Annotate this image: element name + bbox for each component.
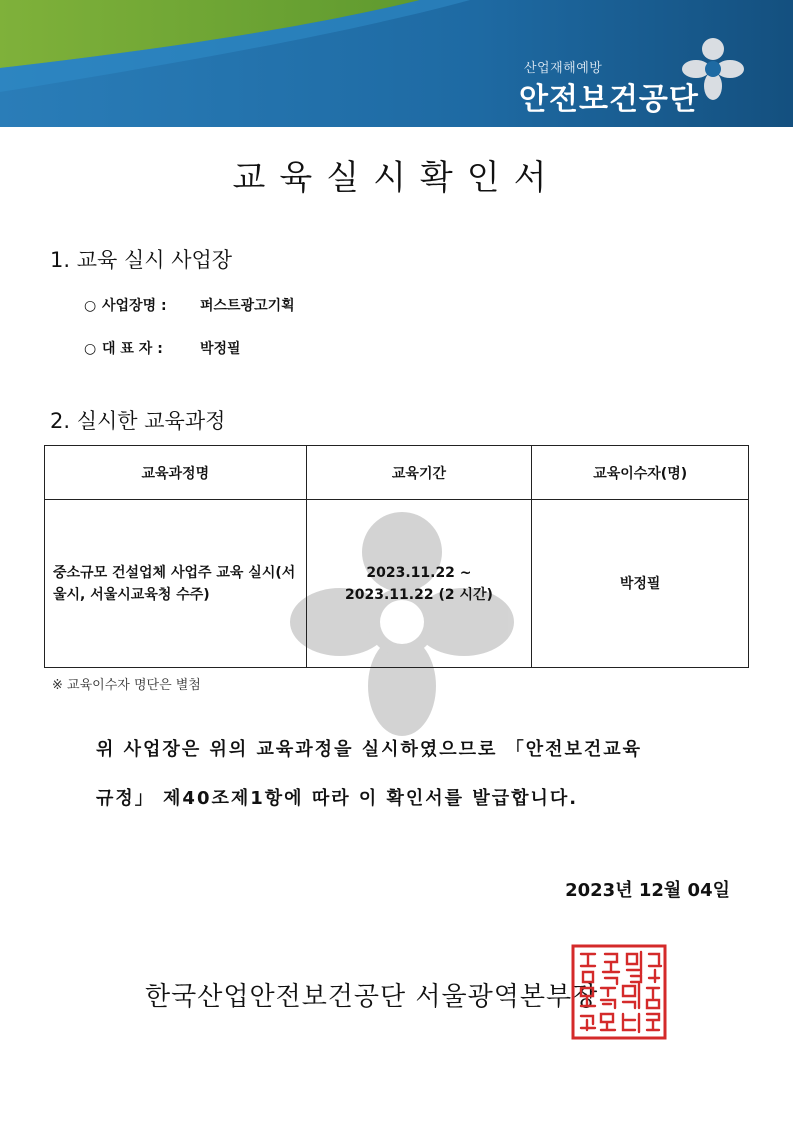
cell-period	[306, 500, 532, 668]
info-label: 대 표 자 :	[102, 341, 163, 357]
column-header-attendees: 교육이수자(명)	[532, 446, 749, 500]
issuer-name: 한국산업안전보건공단 서울광역본부장	[145, 982, 599, 1012]
bullet-circle: ○	[84, 341, 97, 357]
info-value: 퍼스트광고기획	[200, 298, 295, 314]
cell-course-name: 중소규모 건설업체 사업주 교육 실시(서울시, 서울시교육청 수주)	[45, 500, 307, 668]
table-header-row	[45, 446, 749, 500]
section2-heading: 2. 실시한 교육과정	[50, 409, 226, 433]
period-end: 2023.11.22 (2 시간)	[345, 586, 493, 603]
confirmation-text-line2: 규정」 제40조제1항에 따라 이 확인서를 발급합니다.	[96, 788, 579, 809]
issue-date: 2023년 12월 04일	[565, 880, 730, 901]
column-header-period: 교육기간	[306, 446, 532, 500]
period-start: 2023.11.22 ~	[366, 564, 472, 581]
section1-heading: 1. 교육 실시 사업장	[50, 248, 233, 272]
course-table	[44, 445, 749, 668]
column-header-course: 교육과정명	[45, 446, 307, 500]
org-subtitle: 산업재해예방	[524, 61, 603, 76]
org-name: 안전보건공단	[519, 82, 699, 117]
info-label: 사업장명 :	[102, 298, 167, 314]
info-value: 박정필	[200, 341, 241, 357]
official-seal-stamp	[571, 944, 667, 1040]
info-row-business-name	[84, 295, 295, 315]
document-title: 교육실시확인서	[232, 158, 561, 198]
kosha-logo-icon	[680, 36, 746, 102]
confirmation-text-line1: 위 사업장은 위의 교육과정을 실시하였으므로 「안전보건교육	[96, 739, 643, 760]
info-row-representative	[84, 338, 241, 358]
attendee-note: ※ 교육이수자 명단은 별첨	[52, 678, 201, 693]
table-row	[45, 500, 749, 668]
bullet-circle: ○	[84, 298, 97, 314]
cell-attendee: 박정필	[532, 500, 749, 668]
